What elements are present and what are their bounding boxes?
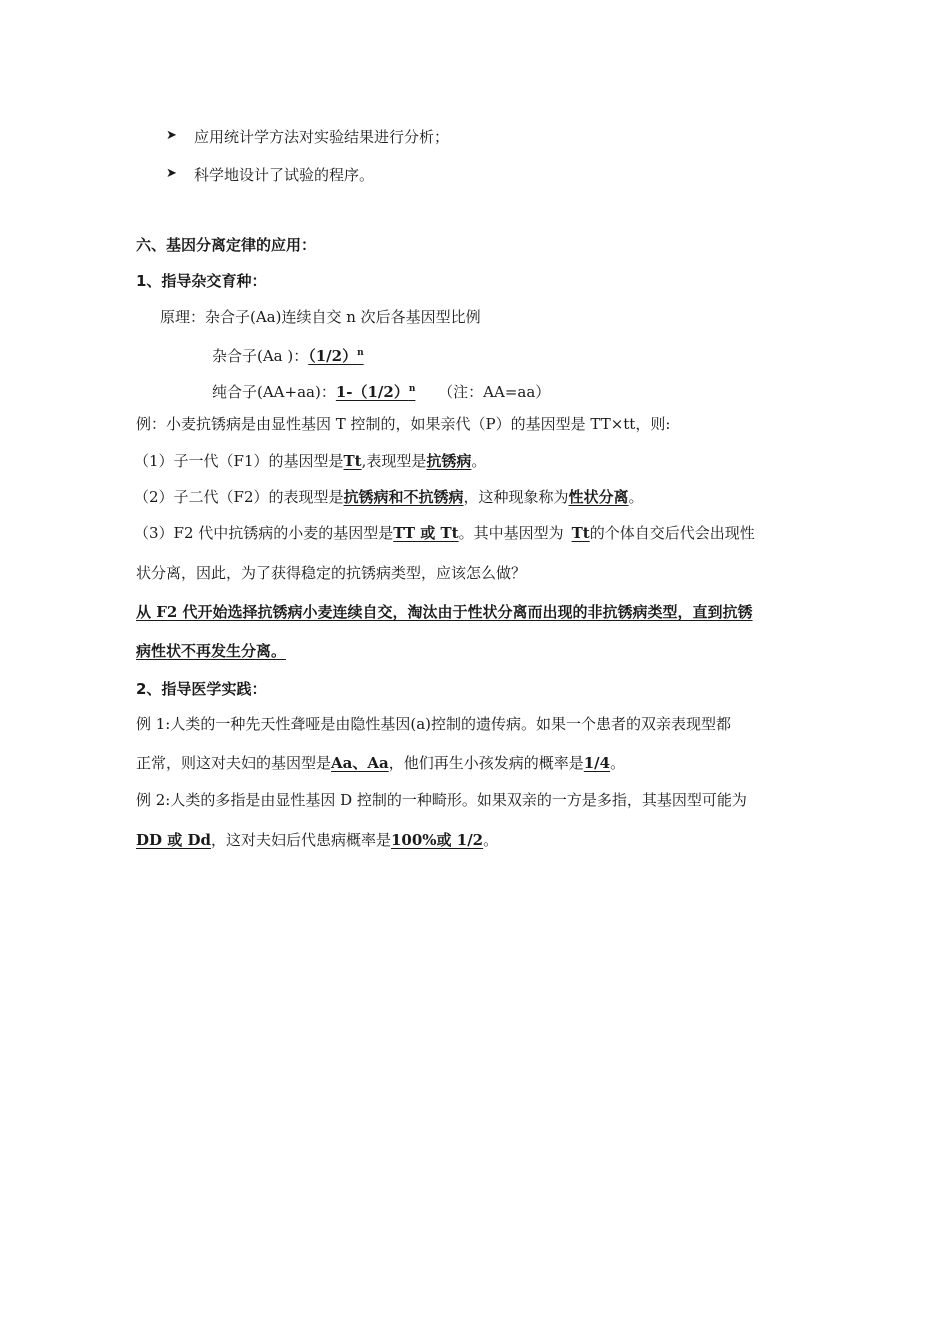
- homo-value: $1-(1/2)^n$: [335, 383, 416, 401]
- hetero-value: $(1/2)^n$: [308, 347, 364, 365]
- hetero-label: 杂合子(Aa )：: [212, 347, 309, 365]
- arrowhead-bullet-icon: ➤: [166, 128, 177, 143]
- example-1-line-1: 例 1:人类的一种先天性聋哑是由隐性基因(a)控制的遗传病。如果一个患者的双亲表现型都: [136, 715, 732, 733]
- arrowhead-bullet-icon: ➤: [166, 166, 177, 181]
- answer-line-2: 病性状不再发生分离。: [136, 642, 287, 660]
- section-title: 六、基因分离定律的应用：: [136, 236, 317, 254]
- bullet-item: 应用统计学方法对实验结果进行分析；: [194, 128, 450, 146]
- question-3: （3）F2 代中抗锈病的小麦的基因型是TT 或 Tt。其中基因型为 Tt的个体自交后代会出现性: [134, 524, 755, 542]
- example-2-line-1: 例 2:人类的多指是由显性基因 D 控制的一种畸形。如果双亲的一方是多指，其基因型可能为: [136, 791, 747, 809]
- example-1-line-2: 正常，则这对夫妇的基因型是Aa、Aa，他们再生小孩发病的概率是1/4。: [136, 754, 626, 772]
- question-3-cont: 状分离，因此，为了获得稳定的抗锈病类型，应该怎么做？: [136, 564, 527, 582]
- hetero-ratio: [212, 342, 364, 367]
- subsection-title-medical: 2、指导医学实践：: [136, 680, 267, 698]
- example-intro: 例：小麦抗锈病是由显性基因 T 控制的，如果亲代（P）的基因型是 TT×tt，则:: [136, 415, 671, 433]
- answer-line-1: 从 F2 代开始选择抗锈病小麦连续自交，淘汰由于性状分离而出现的非抗锈病类型，直到抗锈: [136, 603, 753, 621]
- subsection-title-breeding: 1、指导杂交育种：: [136, 272, 267, 290]
- question-1: （1）子一代（F1）的基因型是Tt,表现型是抗锈病。: [134, 452, 487, 470]
- homo-note: （注：AA=aa）: [438, 383, 551, 401]
- homo-label: 纯合子(AA+aa)：: [212, 383, 336, 401]
- example-2-line-2: DD 或 Dd，这对夫妇后代患病概率是100%或 1/2。: [136, 831, 499, 849]
- principle-text: 原理：杂合子(Aa)连续自交 n 次后各基因型比例: [160, 308, 481, 326]
- homo-ratio: [212, 378, 550, 403]
- question-2: （2）子二代（F2）的表现型是抗锈病和不抗锈病，这种现象称为性状分离。: [134, 488, 644, 506]
- bullet-item: 科学地设计了试验的程序。: [194, 166, 375, 184]
